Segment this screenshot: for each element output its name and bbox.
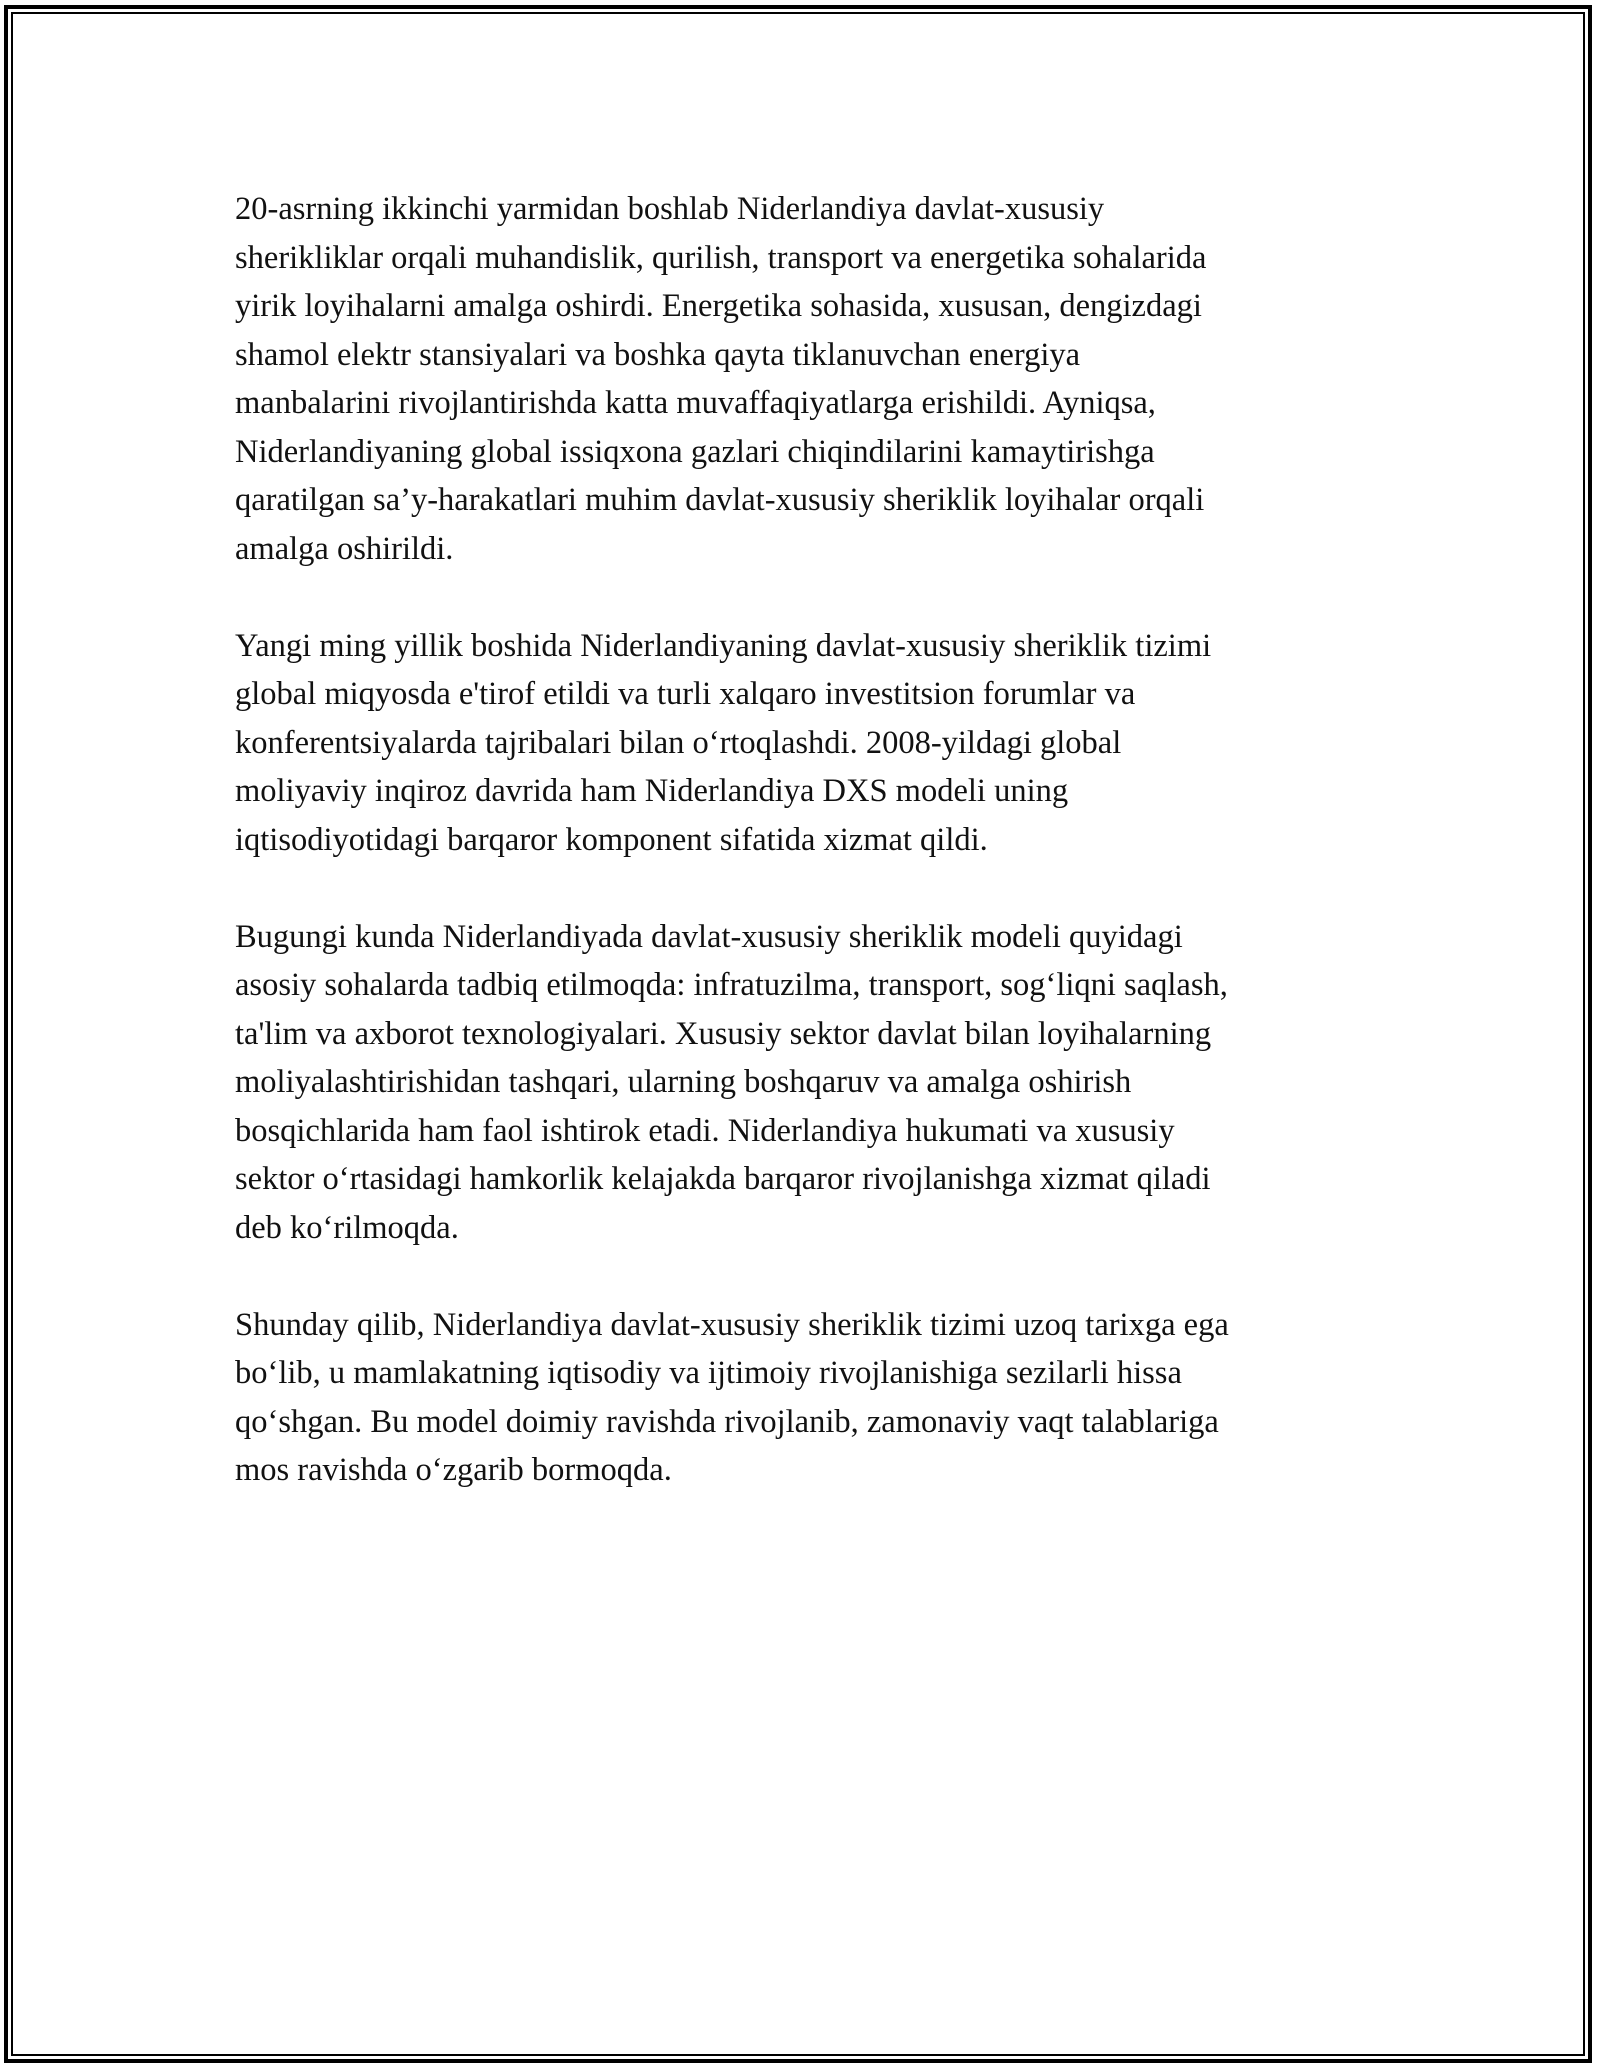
document-body [235, 185, 1375, 1543]
paragraph-3: Bugungi kunda Niderlandiyada davlat-xususiy sheriklik modeli quyidagi asosiy sohalarda tadbiq etilmoqda: infratuzilma, transport, sogʻliqni saqlash, ta'lim va axborot texnologiyalari. Xususiy sektor davlat bilan loyihalarning moliyalashtirishidan tashqari, ularning boshqaruv va amalga oshirish bosqichlarida ham faol ishtirok etadi. Niderlandiya hukumati va xususiy sektor oʻrtasidagi hamkorlik kelajakda barqaror rivojlanishga xizmat qiladi deb koʻrilmoqda. [235, 918, 1228, 1246]
paragraph-1: 20-asrning ikkinchi yarmidan boshlab Niderlandiya davlat-xususiy sherikliklar orqali muhandislik, qurilish, transport va energetika sohalarida yirik loyihalarni amalga oshirdi. Energetika sohasida, xususan, dengizdagi shamol elektr stansiyalari va boshka qayta tiklanuvchan energiya manbalarini rivojlantirishda katta muvaffaqiyatlarga erishildi. Ayniqsa, Niderlandiyaning global issiqxona gazlari chiqindilarini kamaytirishga qaratilgan sa’y-harakatlari muhim davlat-xususiy sheriklik loyihalar orqali amalga oshirildi. [235, 191, 1207, 567]
paragraph-2: Yangi ming yillik boshida Niderlandiyaning davlat-xususiy sheriklik tizimi global miqyosda e'tirof etildi va turli xalqaro investitsion forumlar va konferentsiyalarda tajribalari bilan oʻrtoqlashdi. 2008-yildagi global moliyaviy inqiroz davrida ham Niderlandiya DXS modeli uning iqtisodiyotidagi barqaror komponent sifatida xizmat qildi. [235, 627, 1212, 858]
paragraph-4: Shunday qilib, Niderlandiya davlat-xususiy sheriklik tizimi uzoq tarixga ega boʻlib, u mamlakatning iqtisodiy va ijtimoiy rivojlanishiga sezilarli hissa qoʻshgan. Bu model doimiy ravishda rivojlanib, zamonaviy vaqt talablariga mos ravishda oʻzgarib bormoqda. [235, 1306, 1229, 1488]
